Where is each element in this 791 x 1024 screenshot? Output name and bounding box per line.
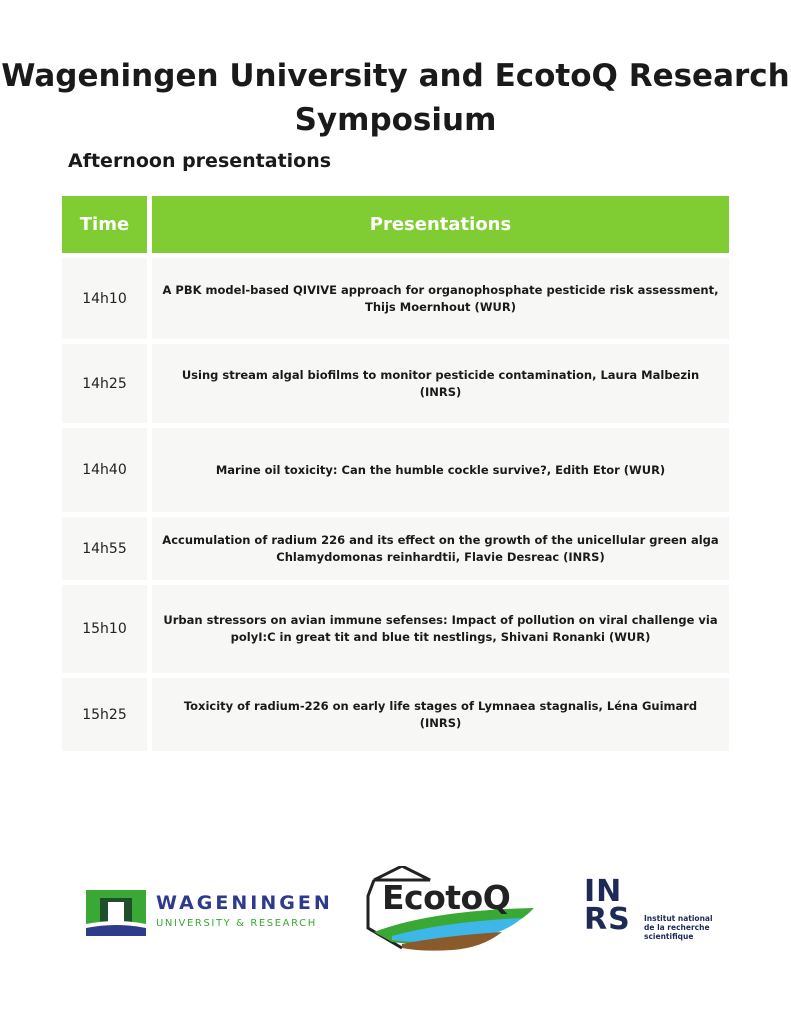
presentation-line-1: Urban stressors on avian immune sefenses: Impact of pollution on viral challenge via: [163, 613, 718, 627]
presentation-line-1: Marine oil toxicity: Can the humble cockle survive?, Edith Etor (WUR): [215, 462, 666, 477]
row-presentation: [152, 517, 729, 580]
table-row: [62, 428, 729, 512]
header-presentations: Presentations: [152, 196, 729, 253]
presentation-line-2: (INRS): [419, 384, 462, 399]
row-time: 14h25: [62, 344, 147, 423]
presentation-line-1: Toxicity of radium-226 on early life stages of Lymnaea stagnalis, Léna Guimard (INRS): [183, 698, 698, 730]
presentation-line-1: A PBK model-based QIVIVE approach for organophosphate pesticide risk assessment,: [162, 282, 719, 297]
wageningen-name: WAGENINGEN: [156, 892, 333, 914]
presentation-line-2: Thijs Moernhout (WUR): [365, 299, 516, 314]
ecotoq-name: EcotoQ: [382, 878, 511, 917]
row-presentation: [152, 585, 729, 673]
row-presentation: [152, 428, 729, 512]
wageningen-logo: [86, 884, 333, 940]
schedule-table: [62, 196, 729, 751]
table-row: [62, 517, 729, 580]
table-row: [62, 258, 729, 339]
inrs-mark: [584, 874, 632, 937]
inrs-caption: [644, 914, 713, 941]
title-line-2: Symposium: [294, 102, 497, 138]
header-time: Time: [62, 196, 147, 253]
row-time: 14h55: [62, 517, 147, 580]
partner-logos: [0, 860, 791, 970]
row-presentation: [152, 344, 729, 423]
wageningen-subtitle: UNIVERSITY & RESEARCH: [156, 918, 317, 929]
table-header: [62, 196, 729, 253]
presentation-line-1: Accumulation of radium 226 and its effect on the growth of the unicellular green alga: [162, 532, 719, 547]
table-row: [62, 585, 729, 673]
row-time: 15h10: [62, 585, 147, 673]
title-line-1: Wageningen University and EcotoQ Research: [1, 58, 790, 94]
presentation-line-2: Chlamydomonas reinhardtii, Flavie Desreac (INRS): [276, 549, 605, 564]
inrs-caption-line-1: Institut national: [644, 914, 713, 923]
ecotoq-logo: [362, 866, 538, 952]
inrs-logo: [584, 874, 714, 948]
row-presentation: [152, 258, 729, 339]
row-time: 14h10: [62, 258, 147, 339]
presentation-line-1: Using stream algal biofilms to monitor pesticide contamination, Laura Malbezin: [181, 367, 700, 382]
wageningen-mark-icon: [86, 890, 146, 936]
inrs-caption-line-2: de la recherche: [644, 923, 710, 932]
section-subtitle: Afternoon presentations: [68, 150, 332, 172]
row-time: 15h25: [62, 678, 147, 751]
table-row: [62, 678, 729, 751]
inrs-caption-line-3: scientifique: [644, 932, 694, 941]
presentation-line-2: polyI:C in great tit and blue tit nestlings, Shivani Ronanki (WUR): [230, 630, 651, 644]
row-presentation: [152, 678, 729, 751]
inrs-wordmark: INRS: [584, 874, 631, 937]
table-row: [62, 344, 729, 423]
row-time: 14h40: [62, 428, 147, 512]
page-title: [0, 54, 791, 142]
